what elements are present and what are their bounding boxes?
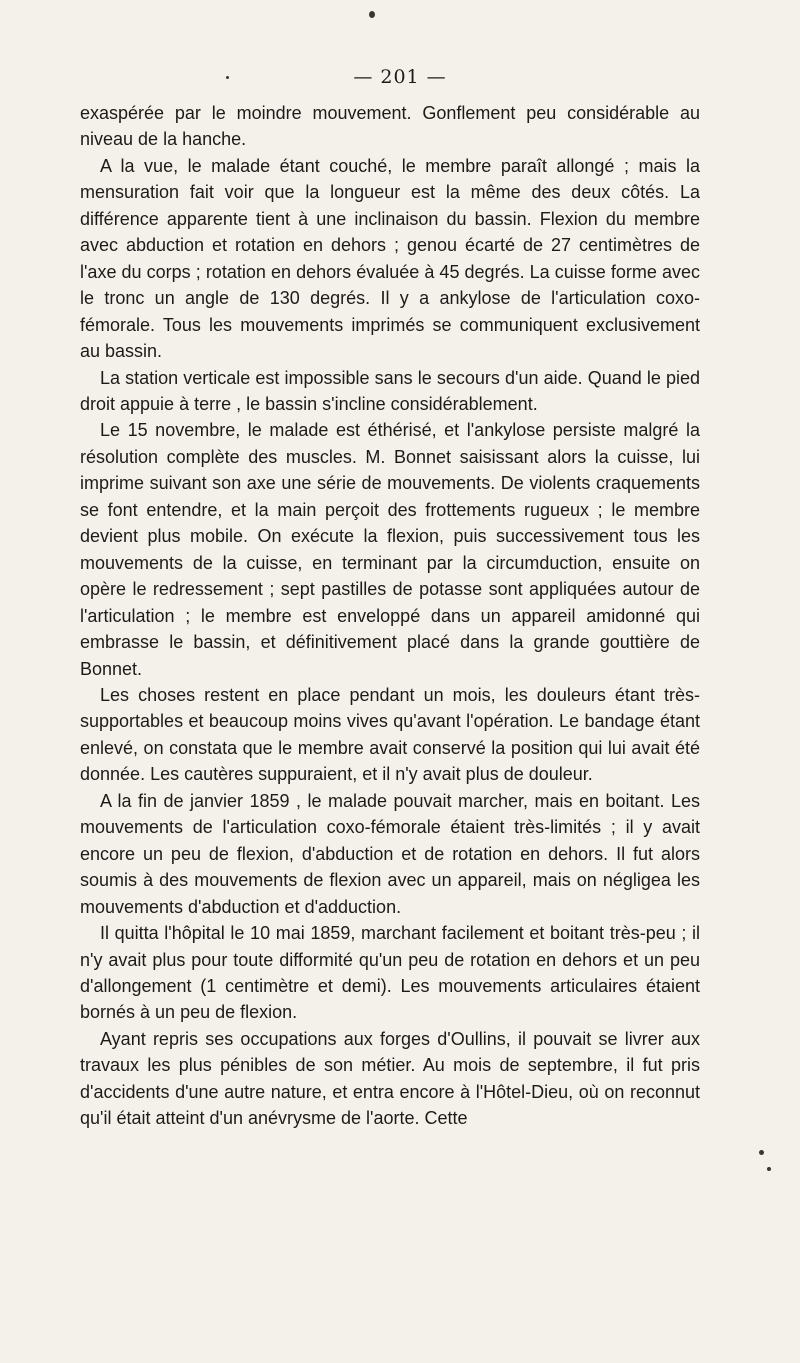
paragraph-4: Le 15 novembre, le malade est éthérisé, et l'ankylose persiste malgré la résolution complète des muscles. M. Bonnet saisissant alors la cuisse, lui imprime suivant son axe une série de mouvements. De violents craquements se font entendre, et la main perçoit des frottements rugueux ; le membre devient plus mobile. On exécute la flexion, puis successivement tous les mouvements de la cuisse, en terminant par la circumduction, ensuite on opère le redressement ; sept pastilles de potasse sont appliquées autour de l'articulation ; le membre est enveloppé dans un appareil amidonné qui embrasse le bassin, et définitivement placé dans la grande gouttière de Bonnet.	[80, 420, 700, 679]
paragraph-8: Ayant repris ses occupations aux forges d'Oullins, il pouvait se livrer aux travaux les plus pénibles de son métier. Au mois de septembre, il fut pris d'accidents d'une autre nature, et entra encore à l'Hôtel-Dieu, où on reconnut qu'il était atteint d'un anévrysme de l'aorte. Cette	[80, 1028, 700, 1129]
ink-speck	[759, 1150, 764, 1155]
page-number: — 201 —	[353, 66, 447, 88]
ink-speck	[767, 1167, 771, 1171]
paragraph-2: A la vue, le malade étant couché, le membre paraît allongé ; mais la mensuration fait voir que la longueur est la même des deux côtés. La différence apparente tient à une inclinaison du bassin. Flexion du membre avec abduction et rotation en dehors ; genou écarté de 27 centimètres de l'axe du corps ; rotation en dehors évaluée à 45 degrés. La cuisse forme avec le tronc un angle de 130 degrés. Il y a ankylose de l'articulation coxo-fémorale. Tous les mouvements imprimés se communiquent exclusivement au bassin.	[80, 155, 700, 362]
paragraph-5: Les choses restent en place pendant un mois, les douleurs étant très-supportables et beaucoup moins vives qu'avant l'opération. Le bandage étant enlevé, on constata que le membre avait conservé la position qui lui avait été donnée. Les cautères suppuraient, et il n'y avait plus de douleur.	[80, 684, 700, 785]
paragraph-1: exaspérée par le moindre mouvement. Gonflement peu considérable au niveau de la hanche.	[80, 103, 700, 150]
body-text	[80, 100, 700, 1132]
paragraph-7: Il quitta l'hôpital le 10 mai 1859, marchant facilement et boitant très-peu ; il n'y avait plus pour toute difformité qu'un peu de rotation en dehors et un peu d'allongement (1 centimètre et demi). Les mouvements articulaires étaient bornés à un peu de flexion.	[80, 923, 700, 1023]
paragraph-6: A la fin de janvier 1859 , le malade pouvait marcher, mais en boitant. Les mouvements de l'articulation coxo-fémorale étaient très-limités ; il y avait encore un peu de flexion, d'abduction et de rotation en dehors. Il fut alors soumis à des mouvements de flexion avec un appareil, mais on négligea les mouvements d'abduction et d'adduction.	[80, 790, 700, 917]
paragraph-3: La station verticale est impossible sans le secours d'un aide. Quand le pied droit appuie à terre , le bassin s'incline considérablement.	[80, 367, 700, 414]
ink-speck	[369, 11, 375, 18]
